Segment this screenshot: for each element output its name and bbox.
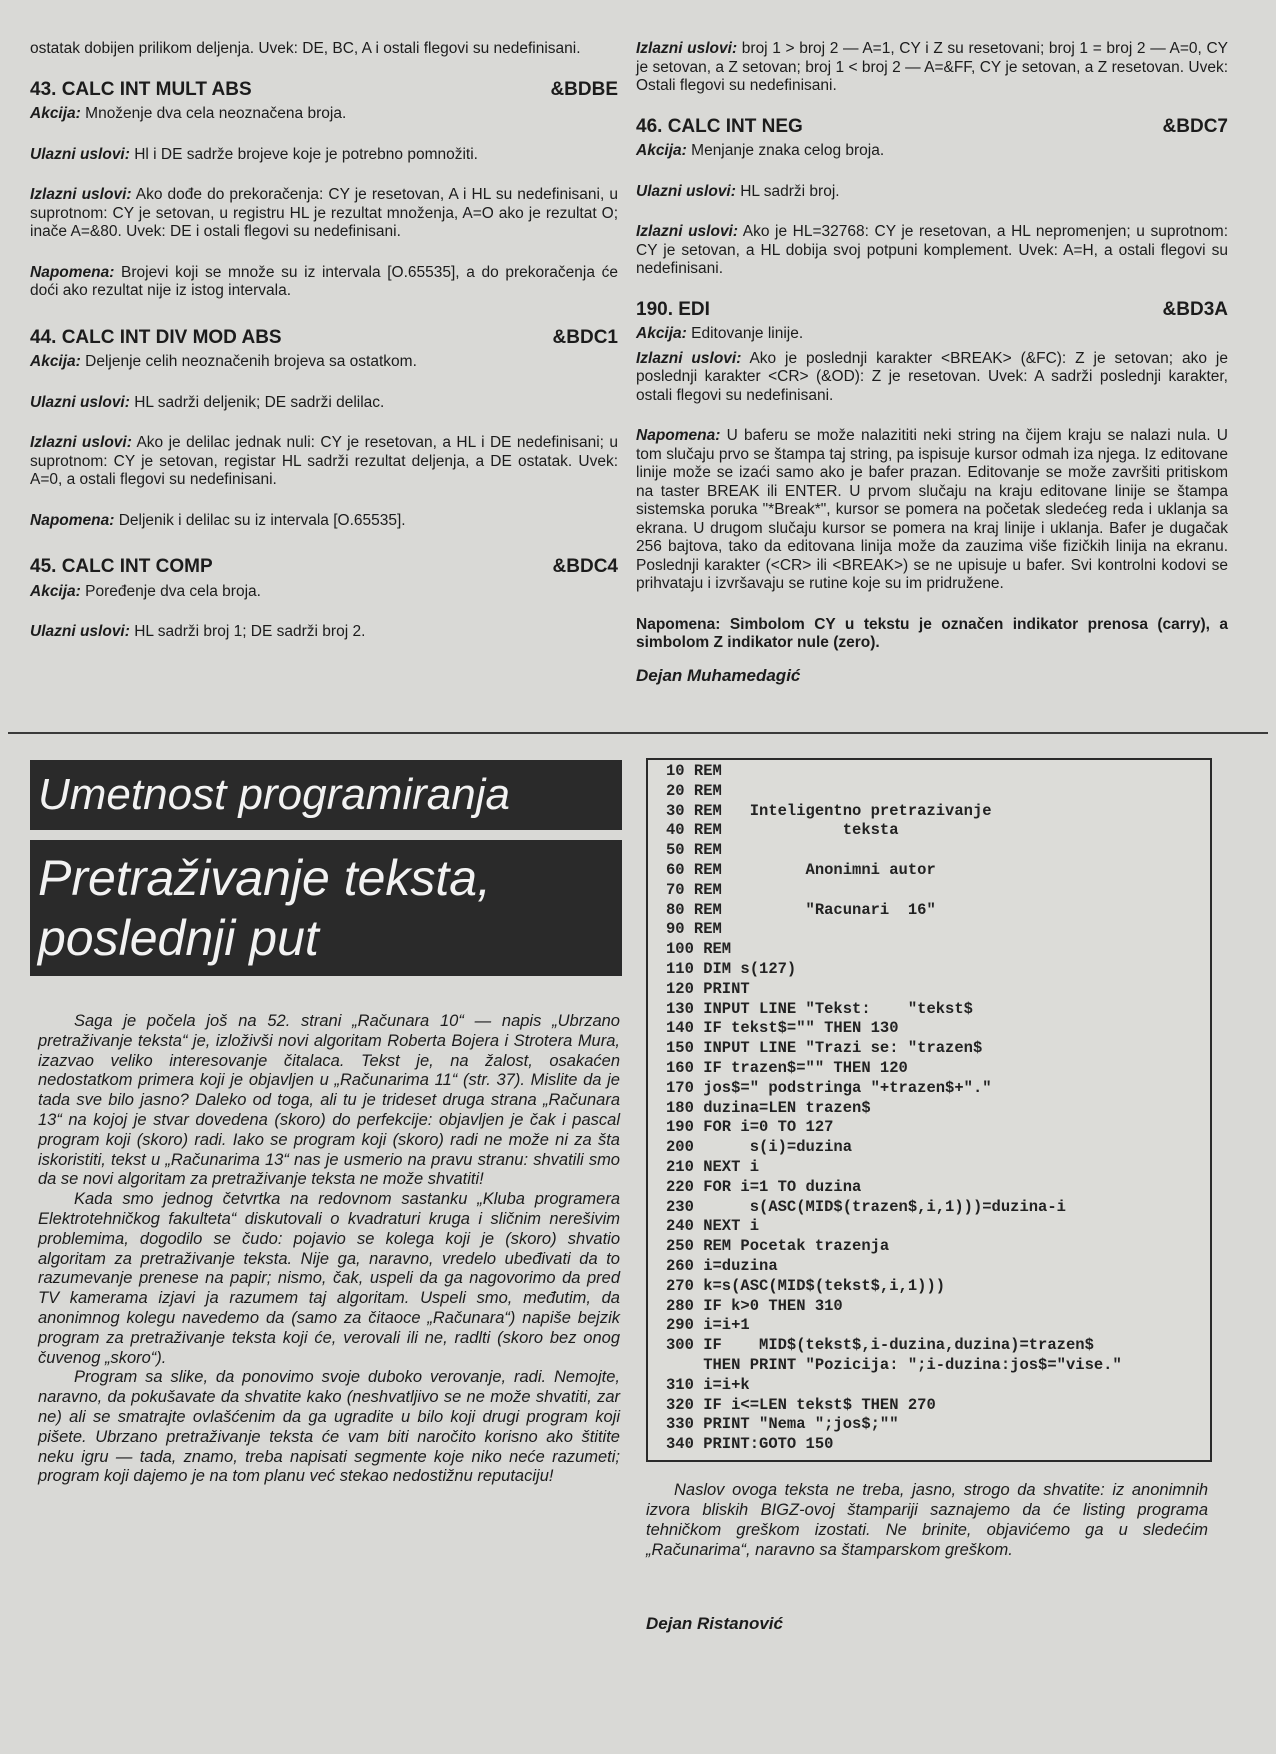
section-title: 45. CALC INT COMP xyxy=(30,556,213,577)
code-line: 340 PRINT:GOTO 150 xyxy=(666,1435,834,1454)
section-address: &BD3A xyxy=(1162,298,1228,320)
code-line: THEN PRINT "Pozicija: ";i-duzina:jos$="vise." xyxy=(666,1355,1122,1374)
section-title: 46. CALC INT NEG xyxy=(636,115,803,137)
izlazni-label: Izlazni uslovi: xyxy=(636,349,742,367)
article-paragraph: Program sa slike, da ponovimo svoje duboko verovanje, radi. Nemojte, naravno, da pokušavate da shvatite kako (neshvatljivo se ne može shvatiti, zar ne) ali se smatrajte ovlašćenim da ga ugradite u bilo koji drugi program koji pišete. Ubrzano pretraživanje teksta će vam biti naročito korisno ako štitite neku igru — tada, znamo, treba napisati segmente koje niko neće razumeti; program koji dajemo je na tom planu već stekao nedostižnu reputaciju! xyxy=(38,1368,620,1486)
akcija-text: Množenje dva cela neoznačena broja. xyxy=(85,105,347,122)
akcija-label: Akcija: xyxy=(30,582,81,600)
akcija-label: Akcija: xyxy=(30,353,81,370)
izlazni-text: broj 1 > broj 2 — A=1, CY i Z su resetovani; broj 1 = broj 2 — A=0, CY je setovan, a Z setovan; broj 1 < broj 2 — A=&FF, CY je setovan, a Z resetovan. Uvek: Ostali flegovi su nedefinisani. xyxy=(636,40,1228,94)
code-line: 160 IF trazen$="" THEN 120 xyxy=(666,1058,908,1077)
left-top-column xyxy=(30,40,618,664)
code-line: 110 DIM s(127) xyxy=(666,959,797,978)
izlazni-text: Ako je poslednji karakter <BREAK> (&FC): Z je setovan; ako je poslednji karakter <CR> (&OD): Z je resetovan. Uvek: A sadrži poslednji karakter, ostali flegovi su nedefinisani. xyxy=(636,349,1228,404)
article-body xyxy=(38,1012,620,1487)
akcija-text: Menjanje znaka celog broja. xyxy=(691,142,885,159)
ulazni-text: HL sadrži broj 1; DE sadrži broj 2. xyxy=(134,623,366,640)
izlazni-text: Ako je delilac jednak nuli: CY je resetovan, a HL i DE nedefinisani; u suprotnom: CY je setovan, registar HL sadrži rezultat deljenja, a DE ostatak. Uvek: A=0, a ostali flegovi su nedefinisani. xyxy=(30,434,619,488)
author-signature-bottom: Dejan Ristanović xyxy=(646,1614,783,1633)
code-line: 130 INPUT LINE "Tekst: "tekst$ xyxy=(666,999,973,1018)
ulazni-text: HL sadrži deljenik; DE sadrži delilac. xyxy=(134,393,385,411)
akcija-label: Akcija: xyxy=(636,142,687,159)
right-top-column xyxy=(636,40,1228,685)
author-signature: Dejan Muhamedagić xyxy=(636,665,801,685)
section-address: &BDC4 xyxy=(552,556,618,577)
napomena-label: Napomena: xyxy=(636,427,721,444)
code-line: 200 s(i)=duzina xyxy=(666,1138,853,1157)
code-line: 170 jos$=" podstringa "+trazen$+"." xyxy=(666,1078,992,1097)
code-line: 50 REM xyxy=(666,841,722,860)
ulazni-label: Ulazni uslovi: xyxy=(636,182,736,200)
ulazni-text: HL sadrži broj. xyxy=(740,182,840,200)
code-line: 150 INPUT LINE "Trazi se: "trazen$ xyxy=(666,1039,983,1058)
code-line: 20 REM xyxy=(666,781,722,800)
symbol-note: Napomena: Simbolom CY u tekstu je označen indikator prenosa (carry), a simbolom Z indikator nule (zero). xyxy=(636,615,1228,651)
footnote: Naslov ovoga teksta ne treba, jasno, strogo da shvatite: iz anonimnih izvora bliskih BIGZ-ovoj štampariji saznajemo da će listing programa tehničkom greškom izostati. Ne brinite, objavićemo ga u sledećim „Računarima“, naravno sa štamparskom greškom. xyxy=(646,1481,1208,1559)
izlazni-text: Ako je HL=32768: CY je resetovan, a HL nepromenjen; u suprotnom: CY je setovan, a HL dobija svoj potpuni komplement. Uvek: A=H, a ostali flegovi su nedefinisani. xyxy=(636,223,1228,277)
izlazni-label: Izlazni uslovi: xyxy=(636,40,738,57)
napomena-label: Napomena: xyxy=(30,263,115,281)
section-address: &BDC7 xyxy=(1162,115,1228,137)
code-line: 310 i=i+k xyxy=(666,1375,750,1394)
code-line: 180 duzina=LEN trazen$ xyxy=(666,1098,871,1117)
section-title: 190. EDI xyxy=(636,298,710,320)
izlazni-text: Ako dođe do prekoračenja: CY je resetovan, A i HL su nedefinisani, u suprotnom: CY je setovan, u registru HL je rezultat množenja, A=O ako je rezultat O; inače A=&80. Uvek: DE i ostali flegovi su nedefinisani. xyxy=(30,186,618,240)
ulazni-label: Ulazni uslovi: xyxy=(30,623,130,640)
code-line: 330 PRINT "Nema ";jos$;"" xyxy=(666,1415,899,1434)
izlazni-label: Izlazni uslovi: xyxy=(636,223,739,240)
code-line: 280 IF k>0 THEN 310 xyxy=(666,1296,843,1315)
code-line: 240 NEXT i xyxy=(666,1217,760,1236)
akcija-text: Deljenje celih neoznačenih brojeva sa ostatkom. xyxy=(85,353,417,370)
code-line: 320 IF i<=LEN tekst$ THEN 270 xyxy=(666,1395,936,1414)
izlazni-label: Izlazni uslovi: xyxy=(30,186,132,203)
code-line: 120 PRINT xyxy=(666,979,750,998)
akcija-label: Akcija: xyxy=(636,325,687,342)
continued-text: ostatak dobijen prilikom deljenja. Uvek: DE, BC, A i ostali flegovi su nedefinisani. xyxy=(30,40,581,57)
code-line: 300 IF MID$(tekst$,i-duzina,duzina)=trazen$ xyxy=(666,1336,1094,1355)
code-line: 190 FOR i=0 TO 127 xyxy=(666,1118,834,1137)
izlazni-label: Izlazni uslovi: xyxy=(30,434,132,451)
section-address: &BDC1 xyxy=(552,326,618,348)
code-line: 80 REM "Racunari 16" xyxy=(666,900,936,919)
section-title: 44. CALC INT DIV MOD ABS xyxy=(30,326,282,348)
napomena-label: Napomena: xyxy=(30,511,115,529)
code-line: 70 REM xyxy=(666,880,722,899)
kicker-banner xyxy=(30,760,622,830)
code-line: 210 NEXT i xyxy=(666,1157,760,1176)
section-header xyxy=(636,298,1228,320)
akcija-label: Akcija: xyxy=(30,105,81,122)
code-line: 270 k=s(ASC(MID$(tekst$,i,1))) xyxy=(666,1276,946,1295)
section-title: 43. CALC INT MULT ABS xyxy=(30,78,252,100)
title-banner xyxy=(30,840,622,976)
code-listing xyxy=(666,762,1122,1455)
section-header xyxy=(30,326,618,348)
akcija-text: Poređenje dva cela broja. xyxy=(85,582,261,600)
napomena-text: U baferu se može nalazititi neki string na čijem kraju se nalazi nula. U tom slučaju prvo se štampa taj string, pa ispisuje kursor odmah iza njega. Iz editovane linije može se izaći samo ako je bafer prazan. Editovanje se može završiti pritiskom na taster BREAK ili ENTER. U prvom slučaju na kraju editovane linije se štampa sistemska poruka "*Break*", kursor se pomera na početak sledećeg reda i uklanja sa ekrana. U drugom slučaju kursor se pomera na kraj linije i uklanja. Bafer je dugačak 256 bajtova, tako da editovana linija može da zauzima više fizičkih linija na ekranu. Poslednji karakter (<CR> ili <BREAK>) se ne upisuje u bafer. Svi kontrolni kodovi se prihvataju i izvršavaju se rutine koje su im pridružene. xyxy=(636,427,1228,592)
code-line: 90 REM xyxy=(666,920,722,939)
code-line: 220 FOR i=1 TO duzina xyxy=(666,1177,862,1196)
article-title: Pretraživanje teksta, poslednji put xyxy=(38,850,491,966)
section-address: &BDBE xyxy=(550,78,618,100)
article-paragraph: Saga je počela još na 52. strani „Računara 10“ — napis „Ubrzano pretraživanje teksta“ je, izloživši novi algoritam Roberta Bojera i Strotera Mura, izazvao veliko interesovanje čitalaca. Tekst je, na žalost, osakaćen nedostatkom primera koji je objavljen u „Računarima 11“ (str. 37). Mislite da je tada sve bilo jasno? Daleko od toga, ali tu je trideset druga strana „Računara 13“ na kojoj je stvar dovedena (skoro) do perfekcije: objavljen je čak i pascal program koji (skoro) radi. Iako se program koji (skoro) radi ne može ni za šta iskoristiti, tekst u „Računarima 13“ nas je usmerio na pravu stranu: shvatili smo da se novi algoritam za pretraživanje teksta ne može shvatiti! xyxy=(38,1012,620,1189)
ulazni-text: Hl i DE sadrže brojeve koje je potrebno pomnožiti. xyxy=(134,145,478,163)
section-header xyxy=(30,558,618,577)
section-divider xyxy=(8,732,1268,734)
napomena-text: Brojevi koji se množe su iz intervala [O.65535], a do prekoračenja će doći ako rezultat nije iz istog intervala. xyxy=(30,263,618,299)
kicker-text: Umetnost programiranja xyxy=(38,770,510,819)
code-line: 290 i=i+1 xyxy=(666,1316,750,1335)
code-line: 60 REM Anonimni autor xyxy=(666,860,936,879)
code-line: 40 REM teksta xyxy=(666,821,899,840)
ulazni-label: Ulazni uslovi: xyxy=(30,145,130,163)
code-line: 100 REM xyxy=(666,940,732,959)
code-line: 260 i=duzina xyxy=(666,1256,778,1275)
section-header xyxy=(636,115,1228,137)
code-line: 10 REM xyxy=(666,762,722,780)
code-line: 230 s(ASC(MID$(trazen$,i,1)))=duzina-i xyxy=(666,1197,1066,1216)
article-paragraph: Kada smo jednog četvrtka na redovnom sastanku „Kluba programera Elektrotehničkog fakulteta“ diskutovali o kvadraturi kruga i sličnim nerešivim problemima, dogodilo se čudo: pojavio se kolega koji je (skoro) shvatio algoritam za pretraživanje teksta. Nije ga, naravno, vredelo ubeđivati da to razumevanje prenese na papir; nismo, čak, uspeli da ga nagovorimo da pred TV kamerama izjavi ja razumem taj algoritam. Uspeli smo, međutim, da anonimnog kolegu navedemo da (samo za čitaoce „Računara“) napiše bejzik program za pretraživanje teksta koji će, verovali ili ne, radlti (skoro bez onog čuvenog „skoro“). xyxy=(38,1190,620,1367)
code-line: 30 REM Inteligentno pretrazivanje xyxy=(666,801,992,820)
section-header xyxy=(30,78,618,100)
code-listing-box xyxy=(646,758,1212,1462)
napomena-text: Deljenik i delilac su iz intervala [O.65535]. xyxy=(118,511,406,529)
code-line: 140 IF tekst$="" THEN 130 xyxy=(666,1019,899,1038)
ulazni-label: Ulazni uslovi: xyxy=(30,393,130,411)
akcija-text: Editovanje linije. xyxy=(691,325,804,342)
code-line: 250 REM Pocetak trazenja xyxy=(666,1237,890,1256)
